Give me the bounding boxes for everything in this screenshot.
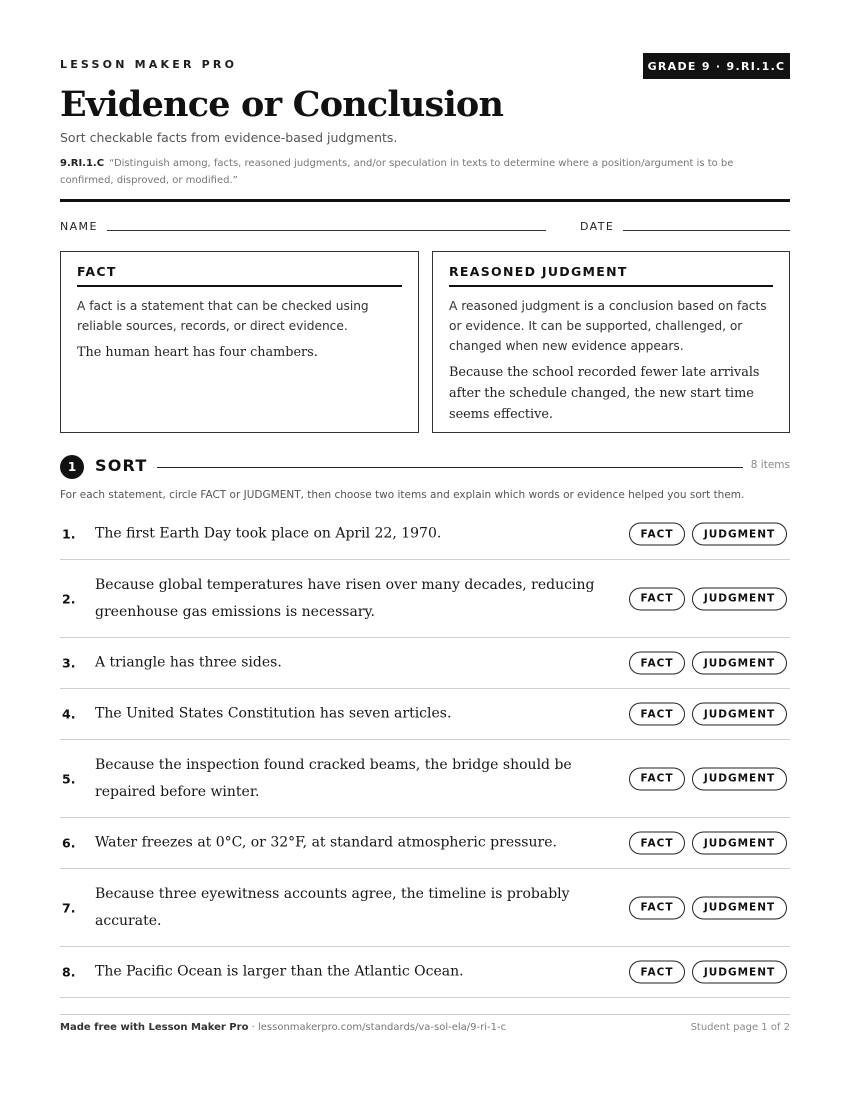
standard-text: “Distinguish among, facts, reasoned judgments, and/or speculation in texts to determine where a position/argument is to be confirmed, disproved, or modified.”: [60, 158, 734, 186]
date-field[interactable]: [623, 230, 790, 231]
list-item: [60, 560, 790, 638]
page-title: Evidence or Conclusion: [60, 84, 504, 125]
card-example: Because the school recorded fewer late arrivals after the schedule changed, the new start time seems effective.: [449, 365, 760, 422]
standard-description: [60, 155, 760, 189]
section-divider: [157, 467, 743, 468]
section-title: SORT: [95, 456, 148, 475]
page-subtitle: Sort checkable facts from evidence-based judgments.: [60, 130, 398, 145]
fact-choice[interactable]: FACT: [629, 961, 685, 984]
choice-group: [629, 961, 787, 984]
judgment-choice[interactable]: JUDGMENT: [692, 703, 787, 726]
list-item: [60, 509, 790, 560]
statement-list: [60, 509, 790, 998]
choice-group: [629, 896, 787, 919]
section-instructions: For each statement, circle FACT or JUDGMENT, then choose two items and explain which words or evidence helped you sort them.: [60, 489, 745, 501]
judgment-choice[interactable]: JUDGMENT: [692, 652, 787, 675]
brand-name: LESSON MAKER PRO: [60, 58, 238, 71]
choice-group: [629, 703, 787, 726]
choice-group: [629, 652, 787, 675]
fact-choice[interactable]: FACT: [629, 703, 685, 726]
choice-group: [629, 767, 787, 790]
item-statement: The United States Constitution has seven articles.: [95, 705, 452, 722]
item-statement: The first Earth Day took place on April 22, 1970.: [95, 525, 442, 542]
footer-made-with: Made free with Lesson Maker Pro: [60, 1022, 249, 1033]
card-definition: A reasoned judgment is a conclusion based on facts or evidence. It can be supported, challenged, or changed when new evidence appears.: [449, 299, 767, 353]
item-statement: Because global temperatures have risen over many decades, reducing greenhouse gas emissions is necessary.: [95, 576, 595, 620]
fact-choice[interactable]: FACT: [629, 652, 685, 675]
name-label: NAME: [60, 220, 98, 233]
list-item: [60, 740, 790, 818]
list-item: [60, 947, 790, 998]
item-count: 8 items: [750, 459, 790, 471]
list-item: [60, 689, 790, 740]
item-number: 7.: [62, 900, 76, 915]
fact-choice[interactable]: FACT: [629, 523, 685, 546]
card-title: REASONED JUDGMENT: [449, 264, 773, 287]
choice-group: [629, 587, 787, 610]
fact-choice[interactable]: FACT: [629, 587, 685, 610]
item-statement: Because the inspection found cracked beams, the bridge should be repaired before winter.: [95, 756, 572, 800]
item-number: 2.: [62, 591, 76, 606]
card-example: The human heart has four chambers.: [77, 345, 318, 360]
fact-choice[interactable]: FACT: [629, 767, 685, 790]
judgment-choice[interactable]: JUDGMENT: [692, 587, 787, 610]
item-statement: Because three eyewitness accounts agree, the timeline is probably accurate.: [95, 885, 570, 929]
judgment-choice[interactable]: JUDGMENT: [692, 832, 787, 855]
item-number: 6.: [62, 835, 76, 851]
judgment-choice[interactable]: JUDGMENT: [692, 961, 787, 984]
worksheet-page: [60, 0, 790, 1100]
judgment-choice[interactable]: JUDGMENT: [692, 523, 787, 546]
card-definition: A fact is a statement that can be checked using reliable sources, records, or direct evidence.: [77, 299, 369, 333]
judgment-definition-card: [432, 251, 790, 433]
item-statement: A triangle has three sides.: [95, 654, 282, 671]
judgment-choice[interactable]: JUDGMENT: [692, 896, 787, 919]
page-indicator: Student page 1 of 2: [690, 1022, 790, 1033]
fact-choice[interactable]: FACT: [629, 832, 685, 855]
header-divider: [60, 199, 790, 202]
item-statement: The Pacific Ocean is larger than the Atlantic Ocean.: [95, 963, 464, 980]
section-number: 1: [60, 455, 84, 479]
choice-group: [629, 523, 787, 546]
card-title: FACT: [77, 264, 402, 287]
footer-divider: [60, 1014, 790, 1015]
list-item: [60, 818, 790, 869]
standard-code: 9.RI.1.C: [60, 158, 105, 169]
item-statement: Water freezes at 0°C, or 32°F, at standard atmospheric pressure.: [95, 834, 557, 851]
judgment-choice[interactable]: JUDGMENT: [692, 767, 787, 790]
choice-group: [629, 832, 787, 855]
item-number: 3.: [62, 655, 76, 671]
item-number: 1.: [62, 526, 76, 542]
name-field[interactable]: [107, 230, 546, 231]
item-number: 4.: [62, 706, 76, 722]
date-label: DATE: [580, 220, 615, 233]
list-item: [60, 869, 790, 947]
grade-badge: GRADE 9 · 9.RI.1.C: [643, 53, 790, 79]
item-number: 8.: [62, 964, 76, 980]
footer-url[interactable]: · lessonmakerpro.com/standards/va-sol-ela/9-ri-1-c: [248, 1022, 507, 1033]
list-item: [60, 638, 790, 689]
fact-choice[interactable]: FACT: [629, 896, 685, 919]
footer-credit: [60, 1022, 506, 1033]
fact-definition-card: [60, 251, 419, 433]
item-number: 5.: [62, 771, 76, 786]
